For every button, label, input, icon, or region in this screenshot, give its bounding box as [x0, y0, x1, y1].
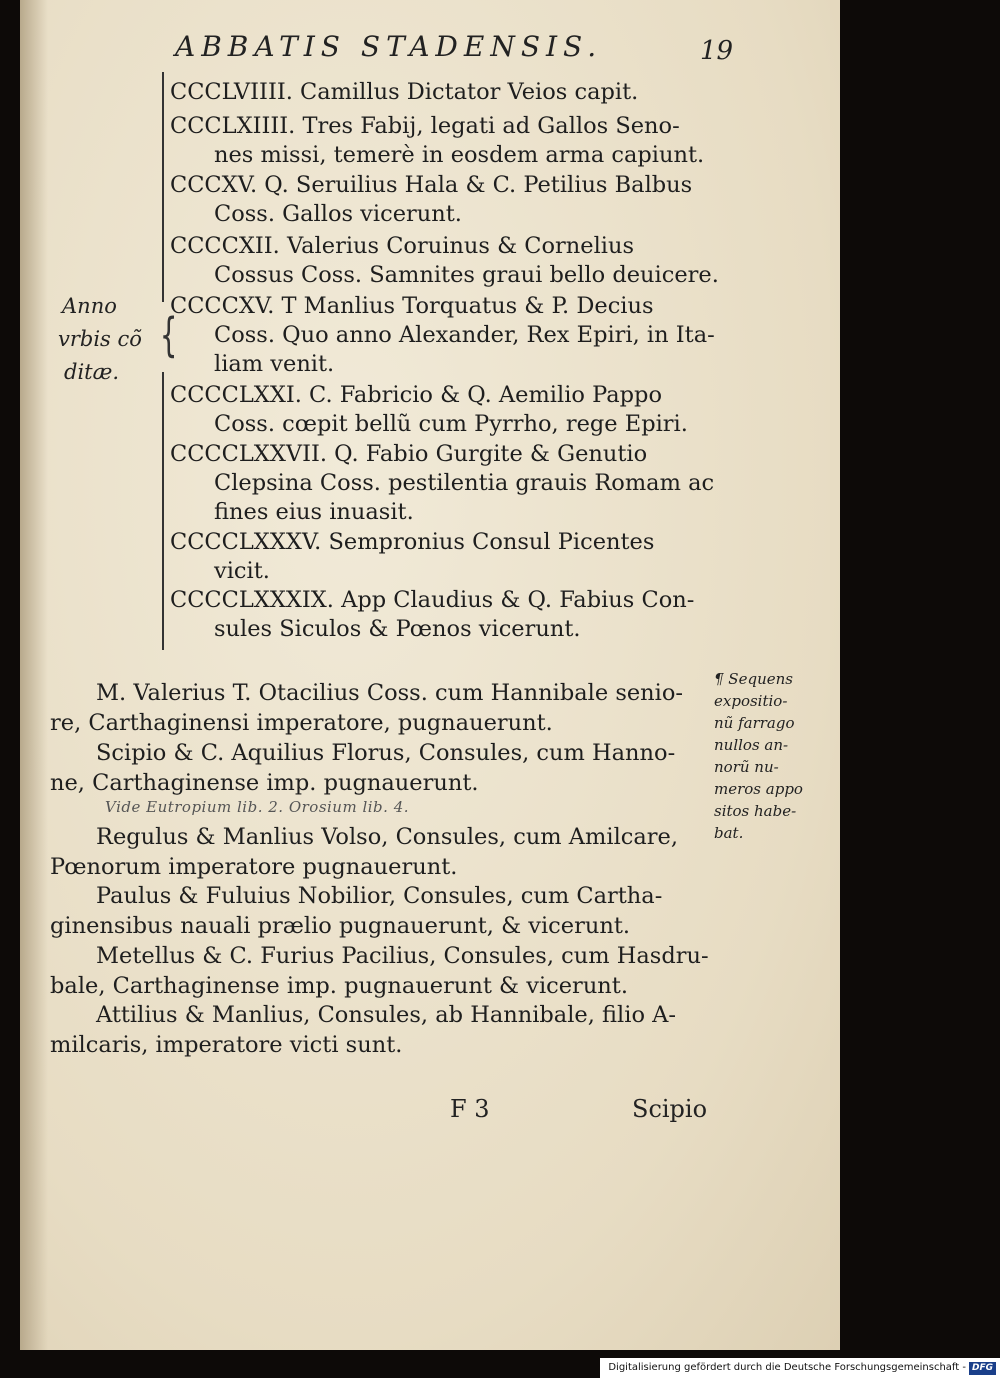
paragraph-line: Pœnorum imperatore pugnauerunt. [50, 854, 458, 880]
margin-note-line: ditæ. [64, 360, 120, 384]
chronicle-entry [170, 440, 745, 527]
chronicle-entry [170, 381, 745, 439]
margin-note-line: expositio- [714, 692, 788, 710]
entry-line: Cossus Coss. Samnites graui bello deuicere. [214, 262, 719, 288]
entry-line: CCCCXII. Valerius Coruinus & Cornelius [170, 233, 635, 259]
entry-line: Coss. Gallos vicerunt. [214, 201, 462, 227]
margin-note-line: vrbis cõ [58, 327, 142, 351]
catchword: Scipio [632, 1095, 708, 1123]
digitization-footer [600, 1358, 1000, 1378]
running-head: ABBATIS STADENSIS. [175, 30, 603, 63]
entry-line: CCCLXIIII. Tres Fabij, legati ad Gallos Seno- [170, 113, 680, 139]
chronicle-entry [170, 232, 745, 290]
chronicle-entry [170, 528, 745, 586]
entry-line: Coss. Quo anno Alexander, Rex Epiri, in Ita- [214, 322, 715, 348]
entry-line: CCCCLXXXV. Sempronius Consul Picentes [170, 529, 655, 555]
paragraph [50, 881, 710, 941]
chronicle-entry [170, 112, 745, 170]
entry-line: Clepsina Coss. pestilentia grauis Romam ac [214, 470, 715, 496]
paragraph-line: Scipio & C. Aquilius Florus, Consules, cum Hanno- [96, 740, 676, 766]
margin-note-line: Anno [62, 294, 117, 318]
dfg-logo: DFG [969, 1362, 996, 1375]
entry-line: liam venit. [214, 351, 335, 377]
entry-line: CCCCLXXI. C. Fabricio & Q. Aemilio Pappo [170, 382, 662, 408]
chronicle-entry [170, 586, 745, 644]
entry-line: CCCCXV. T Manlius Torquatus & P. Decius [170, 293, 654, 319]
paragraph [50, 822, 710, 882]
margin-note-line: nũ farrago [714, 714, 795, 732]
margin-note-sequens [714, 668, 834, 844]
chronicle-bracket-lower [162, 372, 164, 650]
chronicle-entry [170, 171, 745, 229]
book-page [20, 0, 840, 1350]
paragraph-line: Metellus & C. Furius Pacilius, Consules, cum Hasdru- [96, 943, 709, 969]
paragraph [50, 1000, 710, 1060]
margin-note-line: ¶ Sequens [714, 670, 793, 688]
paragraph-line: M. Valerius T. Otacilius Coss. cum Hannibale senio- [96, 680, 684, 706]
paragraph [50, 678, 710, 738]
chronicle-bracket-upper [162, 72, 164, 302]
entry-line: vicit. [214, 558, 270, 584]
margin-note-line: meros appo [714, 780, 803, 798]
paragraph-line: bale, Carthaginense imp. pugnauerunt & vicerunt. [50, 973, 628, 999]
entry-line: CCCCLXXXIX. App Claudius & Q. Fabius Con- [170, 587, 695, 613]
page-number: 19 [700, 36, 734, 66]
entry-line: CCCLVIIII. Camillus Dictator Veios capit. [170, 79, 639, 105]
footer-text: Digitalisierung gefördert durch die Deutsche Forschungsgemeinschaft - [608, 1362, 966, 1373]
reference-note: Vide Eutropium lib. 2. Orosium lib. 4. [105, 798, 410, 816]
paragraph-line: milcaris, imperatore victi sunt. [50, 1032, 403, 1058]
paragraph-line: Attilius & Manlius, Consules, ab Hannibale, filio A- [96, 1002, 676, 1028]
margin-note-line: sitos habe- [714, 802, 797, 820]
paragraph [50, 738, 710, 798]
entry-line: nes missi, temerè in eosdem arma capiunt. [214, 142, 705, 168]
paragraph-line: ne, Carthaginense imp. pugnauerunt. [50, 770, 479, 796]
entry-line: CCCCLXXVII. Q. Fabio Gurgite & Genutio [170, 441, 648, 467]
chronicle-entry [170, 78, 745, 107]
entry-line: CCCXV. Q. Seruilius Hala & C. Petilius Balbus [170, 172, 693, 198]
paragraph-line: ginensibus nauali prælio pugnauerunt, & vicerunt. [50, 913, 631, 939]
entry-line: Coss. cœpit bellũ cum Pyrrho, rege Epiri. [214, 411, 688, 437]
paragraph-line: Paulus & Fuluius Nobilior, Consules, cum Cartha- [96, 883, 663, 909]
entry-line: sules Siculos & Pœnos vicerunt. [214, 616, 581, 642]
paragraph [50, 941, 710, 1001]
curly-brace: { [159, 308, 178, 362]
margin-note-line: bat. [714, 824, 744, 842]
entry-line: fines eius inuasit. [214, 499, 414, 525]
margin-note-line: nullos an- [714, 736, 789, 754]
paragraph-line: re, Carthaginensi imperatore, pugnauerunt. [50, 710, 553, 736]
margin-note-line: norũ nu- [714, 758, 779, 776]
signature-mark: F 3 [450, 1095, 490, 1123]
paragraph-line: Regulus & Manlius Volso, Consules, cum Amilcare, [96, 824, 679, 850]
page-gutter-shadow [20, 0, 48, 1350]
chronicle-entry [170, 292, 745, 379]
